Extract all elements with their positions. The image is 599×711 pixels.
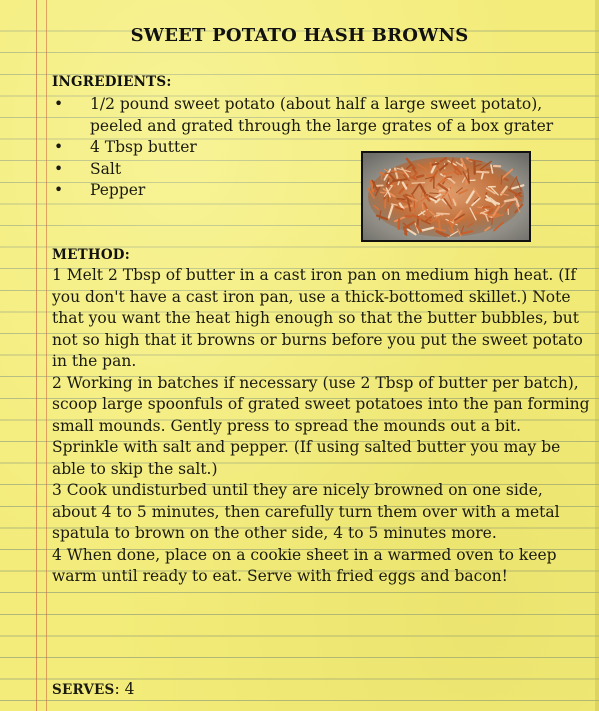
ingredient-item <box>52 94 592 137</box>
serves-value: : 4 <box>114 680 135 698</box>
ingredient-text: 1/2 pound sweet potato (about half a large sweet potato), peeled and grated through the large grates of a box grater <box>90 95 554 135</box>
ingredients-heading: INGREDIENTS: <box>52 74 172 90</box>
ingredient-text: 4 Tbsp butter <box>90 138 197 156</box>
method-step: 1 Melt 2 Tbsp of butter in a cast iron pan on medium high heat. (If you don't have a cast iron pan, use a thick-bottomed skillet.) Note that you want the heat high enough so that the butter bubbles, but not so high that it browns or burns before you put the sweet potato in the pan. <box>52 266 583 370</box>
bullet-icon: • <box>54 95 64 113</box>
serves-label: SERVES <box>52 682 115 698</box>
method-step: 3 Cook undisturbed until they are nicely browned on one side, about 4 to 5 minutes, then carefully turn them over with a metal spatula to brown on the other side, 4 to 5 minutes more. <box>52 481 560 542</box>
page-edge <box>595 0 599 711</box>
method-steps <box>52 265 592 588</box>
bullet-icon: • <box>54 138 64 156</box>
ingredient-text: Pepper <box>90 181 146 199</box>
grated-sweet-potato-photo <box>361 151 531 242</box>
method-step: 2 Working in batches if necessary (use 2 Tbsp of butter per batch), scoop large spoonfuls of grated sweet potatoes into the pan forming small mounds. Gently press to spread the mounds out a bit. Sprinkle with salt and pepper. (If using salted butter you may be able to skip the salt.) <box>52 373 590 478</box>
recipe-title: SWEET POTATO HASH BROWNS <box>130 25 469 46</box>
bullet-icon: • <box>54 159 64 178</box>
method-heading: METHOD: <box>52 247 130 263</box>
photo-illustration <box>363 153 529 240</box>
notepad-margin-lines <box>36 0 47 711</box>
bullet-icon: • <box>54 181 64 199</box>
serves-line <box>52 680 135 698</box>
ingredient-text: Salt <box>90 159 122 178</box>
method-step: 4 When done, place on a cookie sheet in a warmed oven to keep warm until ready to eat. Serve with fried eggs and bacon! <box>52 545 557 585</box>
